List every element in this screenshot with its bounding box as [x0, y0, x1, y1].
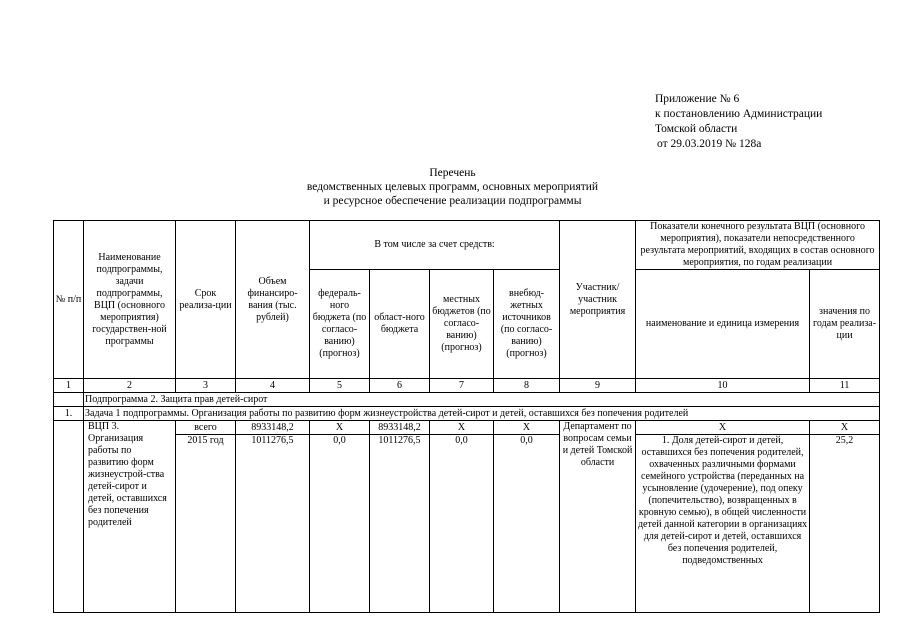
- participant: Департамент по вопросам семьи и детей Томской области: [560, 421, 636, 613]
- title-line: Перечень: [429, 167, 476, 179]
- header-participant: Участник/ участник мероприятия: [560, 221, 636, 379]
- year-local: 0,0: [430, 435, 494, 613]
- header-local: местных бюджетов (по согласо-ванию) (прогноз): [430, 270, 494, 379]
- column-number: 4: [236, 379, 310, 393]
- task-number: 1.: [54, 407, 84, 421]
- header-name: Наименование подпрограммы, задачи подпрограммы, ВЦП (основного мероприятия) государствен-ной программы: [84, 221, 176, 379]
- indicator-text: 1. Доля детей-сирот и детей, оставшихся без попечения родителей, охваченных различными формами семейного устройства (переданных на усыновление (удочерение), под опеку (попечительство), возвращенных в кровную семью), в общей численности детей данной категории в организациях для детей-сирот и детей, оставшихся без попечения родителей, подведомственных: [636, 435, 810, 613]
- total-volume: 8933148,2: [236, 421, 310, 435]
- column-number: 2: [84, 379, 176, 393]
- header-federal: федераль-ного бюджета (по согласо-ванию) (прогноз): [310, 270, 370, 379]
- header-volume: Объем финансиро-вания (тыс. рублей): [236, 221, 310, 379]
- title-line: и ресурсное обеспечение реализации подпрограммы: [323, 195, 582, 207]
- appendix-line: от 29.03.2019 № 128а: [657, 138, 762, 150]
- year-period: 2015 год: [176, 435, 236, 613]
- header-number: № п/п: [54, 221, 84, 379]
- total-federal: Х: [310, 421, 370, 435]
- vcp-name: ВЦП 3. Организация работы по развитию форм жизнеустрой-ства детей-сирот и детей, оставшихся без попечения родителей: [84, 421, 176, 613]
- vcp-total-row: [54, 421, 880, 435]
- subprogram-row: [54, 393, 880, 407]
- total-extra: Х: [494, 421, 560, 435]
- year-federal: 0,0: [310, 435, 370, 613]
- programs-table: [53, 220, 880, 613]
- task-title: Задача 1 подпрограммы. Организация работы по развитию форм жизнеустройства детей-сирот и детей, оставшихся без попечения родителей: [84, 407, 880, 421]
- column-number: 8: [494, 379, 560, 393]
- column-number: 11: [810, 379, 880, 393]
- column-numbers-row: [54, 379, 880, 393]
- total-indicator: Х: [636, 421, 810, 435]
- vcp-2015-row: [54, 435, 880, 613]
- column-number: 10: [636, 379, 810, 393]
- appendix-line: к постановлению Администрации: [655, 108, 823, 120]
- header-extra: внебюд-жетных источников (по согласо-ванию) (прогноз): [494, 270, 560, 379]
- column-number: 1: [54, 379, 84, 393]
- document-title: [0, 166, 905, 208]
- year-regional: 1011276,5: [370, 435, 430, 613]
- appendix-line: Томской области: [655, 123, 738, 135]
- title-line: ведомственных целевых программ, основных мероприятий: [306, 181, 599, 193]
- year-extra: 0,0: [494, 435, 560, 613]
- total-value: Х: [810, 421, 880, 435]
- column-number: 3: [176, 379, 236, 393]
- column-number: 6: [370, 379, 430, 393]
- header-period: Срок реализа-ции: [176, 221, 236, 379]
- header-regional: област-ного бюджета: [370, 270, 430, 379]
- header-sources-group: В том числе за счет средств:: [310, 221, 560, 270]
- header-indicators-group: Показатели конечного результата ВЦП (основного мероприятия), показатели непосредственного результата мероприятий, входящих в состав основного мероприятия, по годам реализации: [636, 221, 880, 270]
- total-period: всего: [176, 421, 236, 435]
- total-regional: 8933148,2: [370, 421, 430, 435]
- column-number: 5: [310, 379, 370, 393]
- total-local: Х: [430, 421, 494, 435]
- task-row: [54, 407, 880, 421]
- column-number: 9: [560, 379, 636, 393]
- header-indicator-name: наименование и единица измерения: [636, 270, 810, 379]
- year-value: 25,2: [810, 435, 880, 613]
- header-indicator-value: значения по годам реализа-ции: [810, 270, 880, 379]
- year-volume: 1011276,5: [236, 435, 310, 613]
- subprogram-title: Подпрограмма 2. Защита прав детей-сирот: [84, 393, 880, 407]
- column-number: 7: [430, 379, 494, 393]
- appendix-block: [655, 92, 822, 152]
- appendix-line: Приложение № 6: [655, 93, 740, 105]
